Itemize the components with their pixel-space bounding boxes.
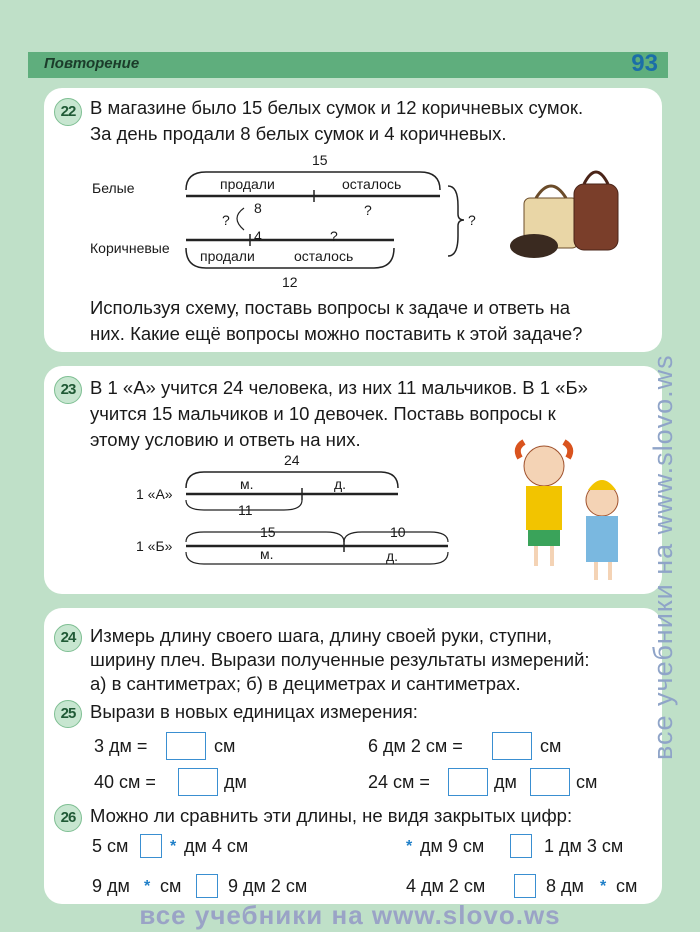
hidden-digit-icon: * <box>170 838 177 855</box>
class-b-label: 1 «Б» <box>136 538 173 554</box>
task-number: 26 <box>54 804 82 832</box>
section-title: Повторение <box>44 55 140 72</box>
task-text: Вырази в новых единицах измерения: <box>90 701 418 722</box>
question-mark: ? <box>222 212 230 228</box>
girls-mark: д. <box>386 548 399 564</box>
class-diagram <box>44 366 662 594</box>
girls-mark: д. <box>334 476 347 492</box>
boys-mark: м. <box>260 546 274 562</box>
task-number: 23 <box>54 376 82 404</box>
task-22-card <box>44 88 662 352</box>
compare-box[interactable] <box>196 874 218 898</box>
expression: 3 дм = <box>94 736 148 756</box>
task-text: ширину плеч. Вырази полученные результаты измерений: <box>90 649 590 670</box>
task-text: Измерь длину своего шага, длину своей руки, ступни, <box>90 625 553 646</box>
task-text: а) в сантиметрах; б) в дециметрах и сантиметрах. <box>90 673 521 694</box>
b-girls: 10 <box>390 524 406 540</box>
task-number: 24 <box>54 624 82 652</box>
length: см <box>160 876 182 896</box>
question-mark: ? <box>330 228 338 244</box>
boys-mark: м. <box>240 476 254 492</box>
task-question: них. Какие ещё вопросы можно поставить к этой задаче? <box>90 323 583 344</box>
top-total: 15 <box>312 152 328 168</box>
children-illustration <box>518 442 618 580</box>
task-23-card <box>44 366 662 594</box>
length: 4 дм 2 см <box>406 876 486 896</box>
page-number: 93 <box>631 50 658 77</box>
task-question: Используя схему, поставь вопросы к задаче и ответь на <box>90 297 571 318</box>
length: см <box>616 876 638 896</box>
expression: 40 см = <box>94 772 156 792</box>
task-text: За день продали 8 белых сумок и 4 коричневых. <box>90 123 507 144</box>
class-a-label: 1 «А» <box>136 486 173 502</box>
length: дм 9 см <box>420 836 485 856</box>
brown-label: Коричневые <box>90 240 170 256</box>
tasks-24-26-card <box>44 608 662 904</box>
length: 1 дм 3 см <box>544 836 624 856</box>
compare-box[interactable] <box>510 834 532 858</box>
length: 5 см <box>92 836 129 856</box>
white-label: Белые <box>92 180 135 196</box>
remaining-label: осталось <box>342 176 402 192</box>
sold-label-2: продали <box>200 248 255 264</box>
task-number: 22 <box>54 98 82 126</box>
task-text: В магазине было 15 белых сумок и 12 коричневых сумок. <box>90 97 584 118</box>
bottom-total: 12 <box>282 274 298 290</box>
task-number: 25 <box>54 700 82 728</box>
answer-box[interactable] <box>178 768 218 796</box>
bags-illustration <box>510 172 618 258</box>
hidden-digit-icon: * <box>406 838 413 855</box>
side-watermark: все учебники на www.slovo.ws <box>648 354 678 760</box>
answer-box[interactable] <box>448 768 488 796</box>
expression: 24 см = <box>368 772 430 792</box>
section-header <box>28 52 668 78</box>
task-text: учится 15 мальчиков и 10 девочек. Поставь вопросы к <box>90 403 556 424</box>
length: 8 дм <box>546 876 584 896</box>
length: 9 дм <box>92 876 130 896</box>
answer-box[interactable] <box>166 732 206 760</box>
compare-box[interactable] <box>514 874 536 898</box>
footer-watermark: все учебники на www.slovo.ws <box>139 900 561 930</box>
num-8: 8 <box>254 200 262 216</box>
sold-label: продали <box>220 176 275 192</box>
a-total: 24 <box>284 452 300 468</box>
unit: см <box>576 772 598 792</box>
compare-box[interactable] <box>140 834 162 858</box>
question-mark: ? <box>364 202 372 218</box>
answer-box[interactable] <box>492 732 532 760</box>
hidden-digit-icon: * <box>600 878 607 895</box>
expression: 6 дм 2 см = <box>368 736 463 756</box>
hidden-digit-icon: * <box>144 878 151 895</box>
length: дм 4 см <box>184 836 249 856</box>
question-mark: ? <box>468 212 476 228</box>
task-text: Можно ли сравнить эти длины, не видя закрытых цифр: <box>90 805 573 826</box>
unit: см <box>540 736 562 756</box>
length: 9 дм 2 см <box>228 876 308 896</box>
unit: дм <box>224 772 247 792</box>
a-boys: 11 <box>238 502 253 518</box>
b-boys: 15 <box>260 524 276 540</box>
unit: см <box>214 736 236 756</box>
task-text: этому условию и ответь на них. <box>90 429 361 450</box>
num-4: 4 <box>254 228 262 244</box>
remaining-label-2: осталось <box>294 248 354 264</box>
unit: дм <box>494 772 517 792</box>
answer-box[interactable] <box>530 768 570 796</box>
task-text: В 1 «А» учится 24 человека, из них 11 мальчиков. В 1 «Б» <box>90 377 588 398</box>
